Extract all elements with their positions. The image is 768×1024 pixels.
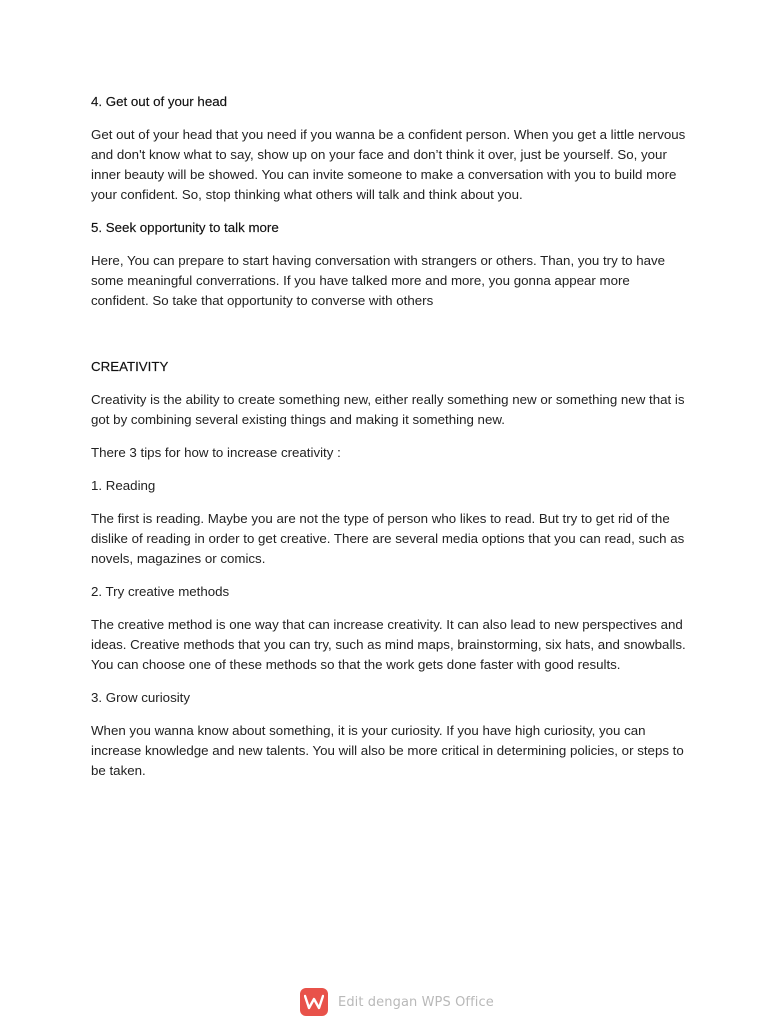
- tip-title-grow-curiosity: 3. Grow curiosity: [91, 690, 191, 705]
- document-content: [91, 92, 687, 781]
- section-heading-seek-opportunity: 5. Seek opportunity to talk more: [91, 220, 279, 235]
- wps-office-logo-icon: [300, 988, 328, 1016]
- wps-edit-footer[interactable]: [300, 986, 494, 1018]
- tips-intro: There 3 tips for how to increase creativity :: [91, 445, 341, 460]
- creativity-intro: Creativity is the ability to create something new, either really something new or something new that is got by combining several existing things and making it something new.: [91, 392, 685, 427]
- section-body-get-out-of-head: Get out of your head that you need if you wanna be a confident person. When you get a little nervous and don't know what to say, show up on your face and don’t think it over, just be yourself. So, your inner beauty will be showed. You can invite someone to make a conversation with you to build more your confident. So, stop thinking what others will talk and think about you.: [91, 127, 686, 202]
- creativity-heading: CREATIVITY: [91, 359, 169, 374]
- tip-body-creative-methods: The creative method is one way that can increase creativity. It can also lead to new perspectives and ideas. Creative methods that you can try, such as mind maps, brainstorming, six hats, and snowballs. You can choose one of these methods so that the work gets done faster with good results.: [91, 617, 686, 672]
- tip-title-reading: 1. Reading: [91, 478, 156, 493]
- section-body-seek-opportunity: Here, You can prepare to start having conversation with strangers or others. Than, you try to have some meaningful converrations. If you have talked more and more, you gonna appear more confident. So take that opportunity to converse with others: [91, 253, 666, 308]
- edit-with-wps-label: Edit dengan WPS Office: [338, 994, 494, 1010]
- tip-title-creative-methods: 2. Try creative methods: [91, 584, 230, 599]
- section-heading-get-out-of-head: 4. Get out of your head: [91, 94, 228, 109]
- tip-body-reading: The first is reading. Maybe you are not the type of person who likes to read. But try to get rid of the dislike of reading in order to get creative. There are several media options that you can read, such as novels, magazines or comics.: [91, 511, 685, 566]
- tip-body-grow-curiosity: When you wanna know about something, it is your curiosity. If you have high curiosity, you can increase knowledge and new talents. You will also be more critical in determining policies, or steps to be taken.: [91, 723, 684, 778]
